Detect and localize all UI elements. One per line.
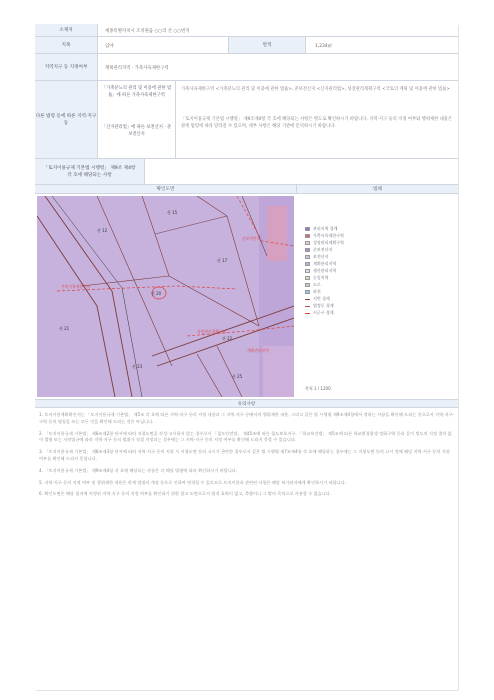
location-value: 세종특별자치시 조치원읍 ○○리 산 ○○번지 (105, 29, 190, 34)
map-header: 확인도면 (35, 185, 297, 194)
legend-item: 도로 (305, 282, 321, 288)
parcel-label: 산 21 (59, 326, 70, 331)
other-laws-text-bottom: 「토지이용규제 기본법 시행령」 제9조제4항 각 호에 해당되는 사항은 별도로 확인하시기 바랍니다. 지역·지구 등의 지정 여부와 행위제한 내용은 관계 법령에 따라 달라질 수 있으며, 세부 사항은 해당 기관에 문의하시기 바랍니다. (181, 117, 453, 129)
land-use-plan-sheet (35, 24, 458, 690)
legend-swatch (305, 241, 310, 245)
other-laws-label: 다른 법령 등에 따른 지역·지구 등 (35, 81, 98, 158)
parcel-label: 산 15 (167, 210, 178, 215)
remark-paragraph: 6. 확인도면은 해당 필지에 지정된 지역·지구 등의 지정 여부를 확인하기 위한 참고 도면으로서 법적 효력이 없고, 측량이나 그 밖의 목적으로 사용할 수 없습니다. (39, 491, 332, 497)
zone-label-red: 계획관리지역 (247, 348, 270, 353)
remarks-header: 유의사항 (35, 399, 458, 408)
legend-swatch (305, 269, 310, 273)
remark-paragraph: 3. 「토지이용규제 기본법」 제8조제3항 단서에 따라 지역·지구 등의 지정 시 지형도면 등의 고시가 곤란한 경우로서 같은 법 시행령 제7조제4항 각 호에 해당하는 경우에는 그 지형도면 등의 고시 전에 해당 지역·지구 등의 지정 여부를 확인해 드리지 못합니다. (39, 449, 450, 461)
zone-label-red: 가축사육제한구역 (61, 284, 91, 289)
legend-item: 가축사육제한구역 (305, 233, 344, 239)
zone-label-red: 준보전산지 (242, 236, 261, 241)
other-laws-sublabels (97, 81, 176, 159)
legend-swatch (305, 299, 310, 300)
area-value: 1,234㎡ (315, 44, 332, 49)
remark-paragraph: 2. 「토지이용규제 기본법」 제8조제2항 단서에 따라 지형도면을 작성·고시하지 않는 경우로서 「철도안전법」 제45조에 따른 철도보호지구, 「학교보건법」 제5조에 따른 학교환경위생 정화구역 등과 같이 별도의 지정 절차 없이 법령 또는 자치법규에 따라 지역·지구 등의 범위가 직접 지정되는 경우에는 그 지역·지구 등의 지정 여부를 확인해 드리지 못할 수 있습니다. (39, 430, 452, 443)
location-label: 소재지 (35, 24, 98, 36)
legend-item: 법정동 경계 (305, 303, 334, 309)
row-other-laws (35, 81, 458, 159)
zone-label: 지역지구 등 지정여부 (35, 54, 98, 80)
row-zone (35, 54, 458, 81)
legend-item: 생산관리지역 (305, 268, 336, 274)
enforcement-decree-label: 「토지이용규제 기본법 시행령」 제9조 제4항 각 호에 해당되는 사항 (35, 159, 145, 184)
legend-item: 계획관리지역 (305, 261, 336, 267)
confirmation-map (37, 196, 294, 397)
legend-item: 성장관리계획구역 (305, 240, 344, 246)
legend-item: 하천 (305, 289, 321, 295)
legend-swatch (305, 227, 310, 231)
map-legend (301, 196, 451, 397)
legend-item: 농림지역 (305, 275, 328, 281)
legend-item: 관리지역 경계 (305, 226, 337, 232)
row-location (35, 24, 458, 37)
remark-paragraph: 4. 「토지이용규제 기본법」 제9조제4항 각 호에 해당되는 사항은 각 해당 법령에 따라 확인하시기 바랍니다. (39, 467, 238, 473)
sublabel-mountain: 「산지관리법」에 따른 보전산지 · 준보전산지 (101, 125, 172, 137)
sublabel-livestock: 「가축분뇨의 관리 및 이용에 관한 법률」에 따른 가축사육제한구역 (101, 86, 172, 98)
legend-swatch (305, 283, 310, 287)
zone-value: 계획관리지역 · 가축사육제한구역 (105, 66, 169, 71)
remark-paragraph: 1. 토지이용계획확인서는 「토지이용규제 기본법」 제5조 각 호에 따른 지역·지구 등의 지정 내용과 그 지역·지구 등에서의 행위제한 내용, 그리고 같은 법 시행령 제9조제4항에서 정하는 사항을 확인해 드리는 것으로서 지역·지구·구역 등의 명칭을 쓰는 모든 것을 확인해 드리는 것은 아닙니다. (39, 412, 454, 424)
legend-item: 준보전산지 (305, 247, 332, 253)
row-enforcement-decree (35, 159, 458, 185)
zone-label-red: 성장관리계획구역 (197, 329, 227, 334)
map-drawing (37, 196, 294, 397)
parcel-label: 산 22 (222, 336, 233, 341)
land-category-label: 지목 (35, 37, 98, 53)
parcel-label: 산 17 (217, 258, 228, 263)
parcel-label: 산 23 (132, 364, 143, 369)
parcel-label: 산 12 (97, 228, 108, 233)
legend-item: 보전산지 (305, 254, 328, 260)
parcel-label: 산 25 (232, 374, 243, 379)
remark-paragraph: 5. 지역·지구 등의 지정 여부 및 행위제한 내용은 관계 법령의 개정 등으로 인하여 변경될 수 있으므로 토지이용과 관련된 사항은 해당 허가권자에게 확인하시기 바랍니다. (39, 479, 346, 485)
legend-swatch (305, 276, 310, 280)
legend-swatch (305, 313, 310, 314)
other-laws-text-top: 가축사육제한구역 <가축분뇨의 관리 및 이용에 관한 법률>, 준보전산지 <산지관리법>, 성장관리계획구역 <국토의 계획 및 이용에 관한 법률> (181, 87, 450, 92)
legend-swatch (305, 262, 310, 266)
land-category-value: 임야 (105, 44, 114, 49)
legend-swatch (305, 248, 310, 252)
area-label: 면적 (228, 37, 306, 53)
legend-item: 시군구 경계 (305, 310, 334, 316)
remarks-body (39, 412, 454, 503)
legend-swatch (305, 255, 310, 259)
legend-swatch (305, 234, 310, 238)
legend-swatch (305, 306, 310, 307)
legend-swatch (305, 290, 310, 294)
map-scale: 축척 1 / 1200 (305, 386, 331, 391)
parcel-label: 산 20 (151, 291, 162, 296)
legend-header: 범례 (297, 185, 458, 194)
legend-item: 지번 경계 (305, 296, 330, 302)
row-land-category (35, 37, 458, 54)
